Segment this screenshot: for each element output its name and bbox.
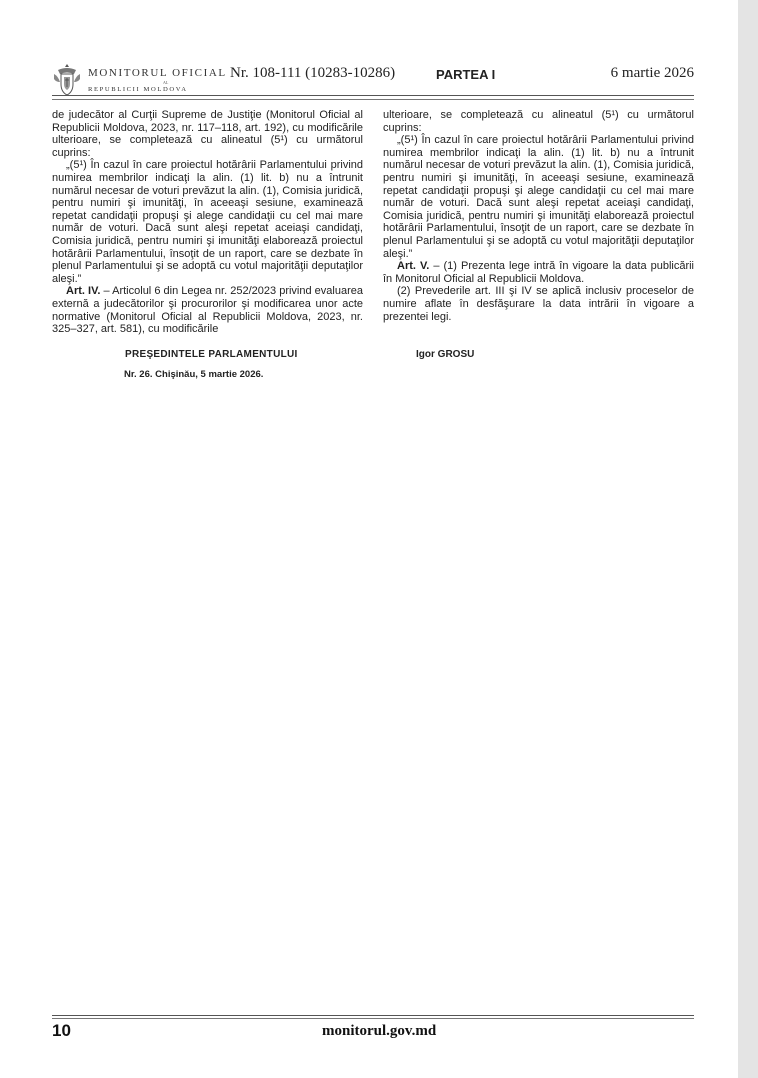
text-column-left xyxy=(52,109,363,336)
article-text: – Articolul 6 din Legea nr. 252/2023 privind evaluarea externă a judecătorilor şi procurorilor şi modificarea unor acte normative (Monitorul Oficial al Republicii Moldova, 2023, nr. 325–327, art. 581), cu modificările xyxy=(52,285,363,336)
paragraph: de judecător al Curţii Supreme de Justiţie (Monitorul Oficial al Republicii Moldova, 2023, nr. 117–118, art. 192), cu modificările ulterioare, se completează cu alineatul (5¹) cu următorul cuprins: xyxy=(52,109,363,159)
signatory-name: Igor GROSU xyxy=(416,349,475,360)
website-link[interactable]: monitorul.gov.md xyxy=(322,1023,437,1039)
paragraph: „(5¹) În cazul în care proiectul hotărârii Parlamentului privind numirea membrilor indicaţi la alin. (1) lit. b) nu a întrunit numărul necesar de voturi prevăzut la alin. (1), Comisia juridică, pentru numiri şi imunităţi, în aceeaşi sesiune, examinează repetat candidaţii propuşi şi alege candidaţii cu cel mai mare număr de voturi. Dacă sunt aleşi repetat aceiaşi candidaţi, Comisia juridică, pentru numiri şi imunităţi elaborează proiectul hotărârii Parlamentului, însoţit de un raport, care se dezbate în plenul Parlamentului şi se adoptă cu votul majorităţii deputaţilor aleşi.” xyxy=(52,159,363,285)
paragraph: ulterioare, se completează cu alineatul (5¹) cu următorul cuprins: xyxy=(383,109,694,134)
coat-of-arms-icon xyxy=(52,62,82,98)
article-label: Art. IV. xyxy=(66,285,101,298)
brand-title-top: MONITORUL OFICIAL xyxy=(88,67,227,79)
signatory-title: PREŞEDINTELE PARLAMENTULUI xyxy=(125,349,298,360)
article-text: – (1) Prezenta lege intră în vigoare la data publicării în Monitorul Oficial al Republicii Moldova. xyxy=(383,260,694,285)
brand-title-bottom: REPUBLICII MOLDOVA xyxy=(88,86,188,93)
text-column-right xyxy=(383,109,694,323)
paragraph: „(5¹) În cazul în care proiectul hotărârii Parlamentului privind numirea membrilor indicaţi la alin. (1) lit. b) nu a întrunit numărul necesar de voturi prevăzut la alin. (1), Comisia juridică, pentru numiri şi imunităţi, în aceeaşi sesiune, examinează repetat candidaţii propuşi şi alege candidaţii cu cel mai mare număr de voturi. Dacă sunt aleşi repetat aceiaşi candidaţi, Comisia juridică, pentru numiri şi imunităţi elaborează proiectul hotărârii Parlamentului, însoţit de un raport, care se dezbate în plenul Parlamentului şi se adoptă cu votul majorităţii deputaţilor aleşi.” xyxy=(383,134,694,260)
header-rule xyxy=(52,95,694,96)
paragraph: (2) Prevederile art. III şi IV se aplică inclusiv proceselor de numire aflate în desfăşurare la data intrării în vigoare a prezentei legi. xyxy=(383,285,694,323)
brand-title-al: AL xyxy=(163,80,169,85)
act-reference: Nr. 26. Chişinău, 5 martie 2026. xyxy=(124,369,264,380)
issue-number: Nr. 108-111 (10283-10286) xyxy=(230,65,396,81)
issue-date: 6 martie 2026 xyxy=(610,65,694,81)
header-rule-thin xyxy=(52,99,694,100)
article-paragraph xyxy=(52,285,363,335)
signature-block xyxy=(52,349,694,363)
footer-rule xyxy=(52,1015,694,1016)
section-label: PARTEA I xyxy=(436,67,496,82)
page-edge xyxy=(738,0,758,1078)
article-paragraph xyxy=(383,260,694,285)
footer-rule-thin xyxy=(52,1018,694,1019)
article-label: Art. V. xyxy=(397,260,430,273)
page-header xyxy=(52,62,694,96)
page-number: 10 xyxy=(52,1021,71,1040)
